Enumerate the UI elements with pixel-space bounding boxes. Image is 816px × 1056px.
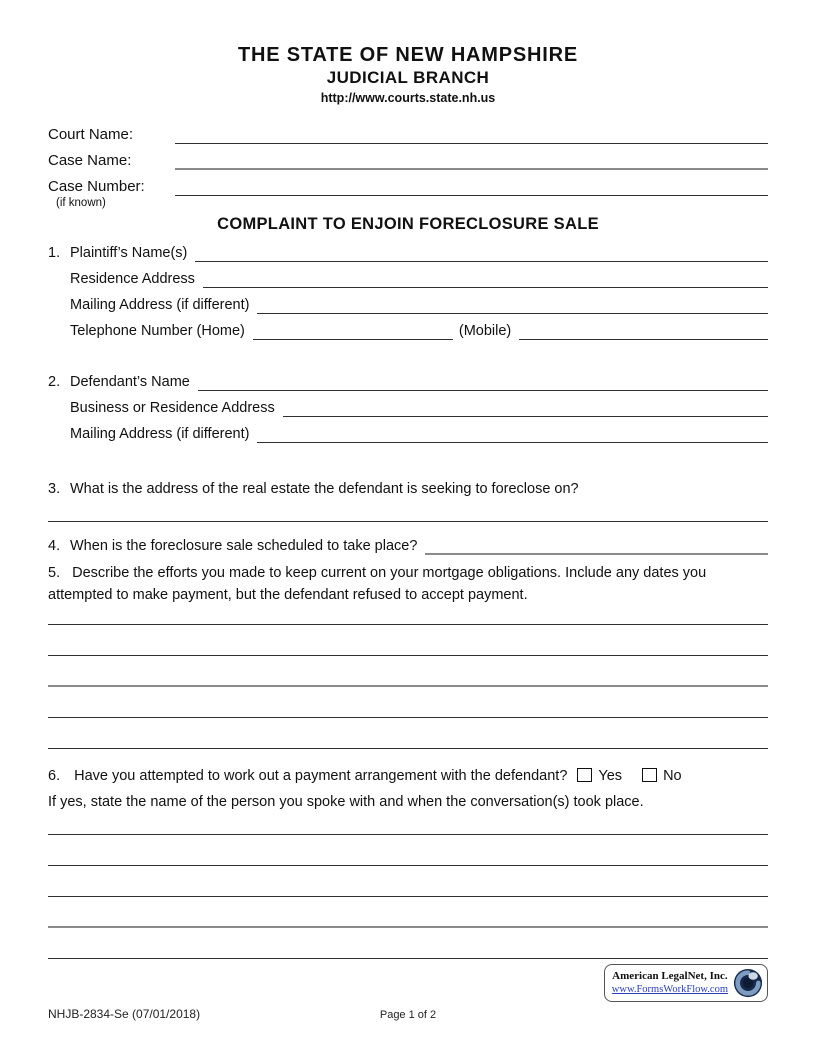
section-plaintiff xyxy=(48,236,768,340)
answer-line[interactable] xyxy=(48,606,768,625)
form-title: COMPLAINT TO ENJOIN FORECLOSURE SALE xyxy=(217,215,599,233)
page-footer xyxy=(48,1007,768,1023)
question-3-text: What is the address of the real estate the defendant is seeking to foreclose on? xyxy=(70,481,579,497)
business-residence-address-field[interactable] xyxy=(283,397,768,417)
no-checkbox[interactable] xyxy=(642,768,657,782)
case-name-field[interactable] xyxy=(175,150,768,170)
answer-line[interactable] xyxy=(48,897,768,928)
question-5-text: Describe the efforts you made to keep current on your mortgage obligations. Include any dates you attempted to make payment, but the defendant refused to accept payment. xyxy=(48,565,707,603)
question-3-answer-field[interactable] xyxy=(48,500,768,522)
form-number: NHJB-2834-Se (07/01/2018) xyxy=(48,1007,201,1021)
section-real-estate-address xyxy=(48,478,768,522)
plaintiff-mailing-field[interactable] xyxy=(257,294,768,314)
question-6-followup: If yes, state the name of the person you spoke with and when the conversation(s) took place. xyxy=(48,794,644,810)
question-6 xyxy=(48,765,768,787)
section-6-number: 6. xyxy=(48,768,61,784)
header xyxy=(48,44,768,106)
defendant-name-label: Defendant’s Name xyxy=(70,374,190,390)
question-5 xyxy=(48,562,768,606)
case-number-row xyxy=(48,170,768,196)
legalnet-company-name: American LegalNet, Inc. xyxy=(612,970,728,982)
yes-checkbox-label: Yes xyxy=(598,768,623,784)
defendant-mailing-label: Mailing Address (if different) xyxy=(70,426,250,442)
defendant-address-row xyxy=(48,391,768,417)
residence-address-field[interactable] xyxy=(203,268,768,288)
courts-website-url: http://www.courts.state.nh.us xyxy=(320,91,496,105)
phone-mobile-label: (Mobile) xyxy=(458,323,512,339)
plaintiff-mailing-row xyxy=(48,288,768,314)
answer-line[interactable] xyxy=(48,866,768,897)
no-checkbox-label: No xyxy=(663,768,682,784)
defendant-mailing-row xyxy=(48,417,768,443)
phone-home-field[interactable] xyxy=(253,320,453,340)
court-name-field[interactable] xyxy=(175,124,768,144)
court-name-label: Court Name: xyxy=(48,126,134,143)
legalnet-badge-container xyxy=(48,964,768,1002)
question-4-text: When is the foreclosure sale scheduled to take place? xyxy=(70,538,418,554)
question-4-answer-field[interactable] xyxy=(425,535,768,555)
defendant-mailing-field[interactable] xyxy=(257,423,768,443)
question-5-answer-area xyxy=(48,606,768,749)
section-4-number: 4. xyxy=(48,538,61,554)
judicial-branch-subtitle: JUDICIAL BRANCH xyxy=(326,68,490,87)
legalnet-badge xyxy=(604,964,768,1002)
phone-mobile-field[interactable] xyxy=(519,320,768,340)
question-3 xyxy=(48,478,768,500)
question-4-row xyxy=(48,535,768,555)
plaintiff-residence-row xyxy=(48,262,768,288)
answer-line[interactable] xyxy=(48,718,768,749)
phone-home-label: Telephone Number (Home) xyxy=(70,323,245,339)
plaintiff-name-label: Plaintiff’s Name(s) xyxy=(70,245,188,261)
legalnet-badge-text xyxy=(612,970,728,996)
section-payment-arrangement xyxy=(48,765,768,959)
plaintiff-mailing-label: Mailing Address (if different) xyxy=(70,297,250,313)
residence-address-label: Residence Address xyxy=(70,271,195,287)
question-6-text: Have you attempted to work out a payment arrangement with the defendant? xyxy=(74,768,568,784)
answer-line[interactable] xyxy=(48,813,768,835)
case-name-row xyxy=(48,144,768,170)
case-info-block xyxy=(48,118,768,210)
section-1-number: 1. xyxy=(48,245,61,261)
defendant-name-row xyxy=(48,365,768,391)
section-2-number: 2. xyxy=(48,374,61,390)
plaintiff-name-field[interactable] xyxy=(195,242,768,262)
section-sale-date xyxy=(48,535,768,555)
answer-line[interactable] xyxy=(48,835,768,866)
case-name-label: Case Name: xyxy=(48,152,132,169)
question-6-answer-area xyxy=(48,813,768,959)
answer-line[interactable] xyxy=(48,928,768,959)
answer-line[interactable] xyxy=(48,656,768,687)
section-defendant xyxy=(48,365,768,443)
business-residence-address-label: Business or Residence Address xyxy=(70,400,275,416)
yes-checkbox[interactable] xyxy=(577,768,592,782)
section-5-number: 5. xyxy=(48,565,61,581)
answer-line[interactable] xyxy=(48,625,768,656)
defendant-name-field[interactable] xyxy=(198,371,768,391)
section-payment-efforts xyxy=(48,562,768,749)
case-number-label: Case Number: xyxy=(48,178,145,195)
case-number-note: (if known) xyxy=(56,197,106,209)
page-indicator: Page 1 of 2 xyxy=(379,1009,437,1021)
plaintiff-name-row xyxy=(48,236,768,262)
plaintiff-phone-row xyxy=(48,314,768,340)
court-name-row xyxy=(48,118,768,144)
formsworkflow-link[interactable]: www.FormsWorkFlow.com xyxy=(611,984,728,995)
answer-line[interactable] xyxy=(48,687,768,718)
case-number-field[interactable] xyxy=(175,176,768,196)
state-title: THE STATE OF NEW HAMPSHIRE xyxy=(237,44,579,66)
section-3-number: 3. xyxy=(48,481,61,497)
legalnet-logo-icon xyxy=(733,968,763,998)
